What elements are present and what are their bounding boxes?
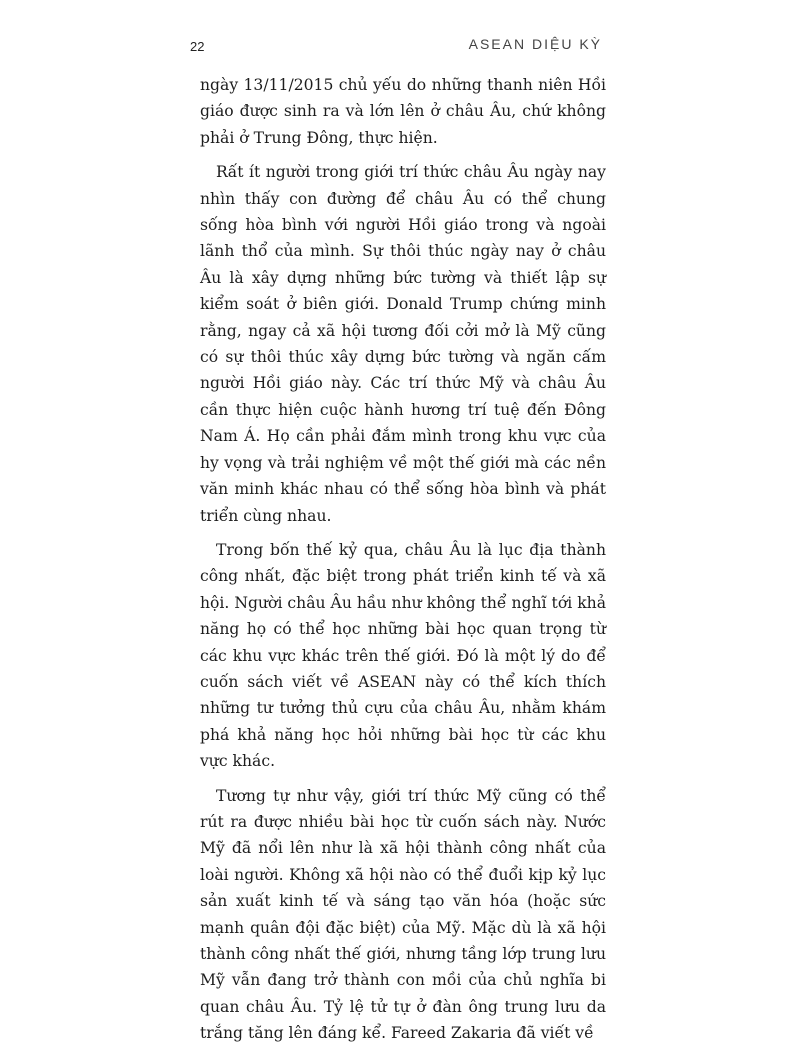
paragraph: Tương tự như vậy, giới trí thức Mỹ cũng có thể rút ra được nhiều bài học từ cuốn sách này. Nước Mỹ đã nổi lên như là xã hội thành công nhất của loài người. Không xã hội nào có thể đuổi kịp kỷ lục sản xuất kinh tế và sáng tạo văn hóa (hoặc sức mạnh quân đội đặc biệt) của Mỹ. Mặc dù là xã hội thành công nhất thế giới, nhưng tầng lớp trung lưu Mỹ vẫn đang trở thành con mồi của chủ nghĩa bi quan châu Âu. Tỷ lệ tử tự ở đàn ông trung lưu da trắng tăng lên đáng kể. Fareed Zakaria đã viết về bbox=[200, 786, 606, 1043]
paragraph-continuation: ngày 13/11/2015 chủ yếu do những thanh niên Hồi giáo được sinh ra và lớn lên ở châu Âu, chứ không phải ở Trung Đông, thực hiện. bbox=[200, 76, 606, 147]
page-number: 22 bbox=[190, 39, 205, 54]
body-text bbox=[200, 72, 606, 1047]
paragraph: Rất ít người trong giới trí thức châu Âu ngày nay nhìn thấy con đường để châu Âu có thể chung sống hòa bình với người Hồi giáo trong và ngoài lãnh thổ của mình. Sự thôi thúc ngày nay ở châu Âu là xây dựng những bức tường và thiết lập sự kiểm soát ở biên giới. Donald Trump chứng minh rằng, ngay cả xã hội tương đối cởi mở là Mỹ cũng có sự thôi thúc xây dựng bức tường và ngăn cấm người Hồi giáo này. Các trí thức Mỹ và châu Âu cần thực hiện cuộc hành hương trí tuệ đến Đông Nam Á. Họ cần phải đắm mình trong khu vực của hy vọng và trải nghiệm về một thế giới mà các nền văn minh khác nhau có thể sống hòa bình và phát triển cùng nhau. bbox=[200, 163, 606, 525]
page-header bbox=[190, 36, 602, 60]
running-title: ASEAN DIỆU KỲ bbox=[468, 36, 602, 52]
paragraph: Trong bốn thế kỷ qua, châu Âu là lục địa thành công nhất, đặc biệt trong phát triển kinh tế và xã hội. Người châu Âu hầu như không thể nghĩ tới khả năng họ có thể học những bài học quan trọng từ các khu vực khác trên thế giới. Đó là một lý do để cuốn sách viết về ASEAN này có thể kích thích những tư tưởng thủ cựu của châu Âu, nhằm khám phá khả năng học hỏi những bài học từ các khu vực khác. bbox=[200, 540, 606, 771]
